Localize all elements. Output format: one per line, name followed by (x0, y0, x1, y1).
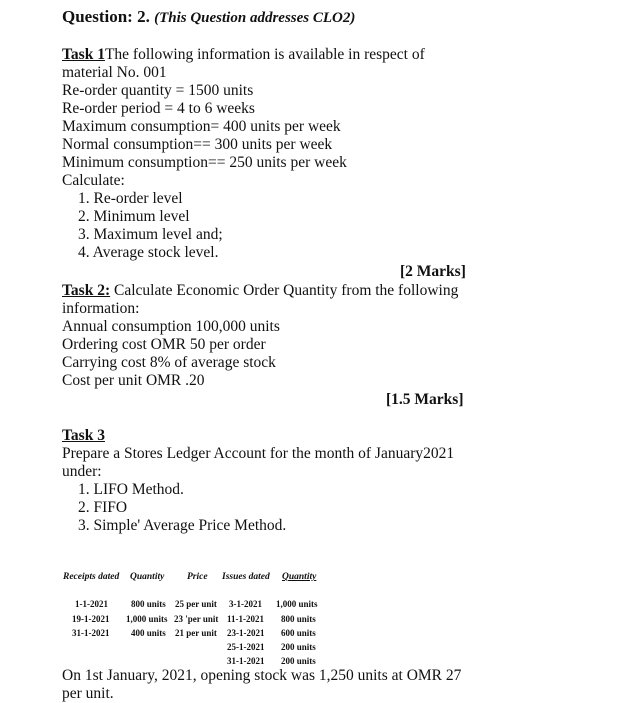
task1-intro-line (62, 46, 425, 64)
task2-fact: Annual consumption 100,000 units (62, 318, 280, 335)
receipt-date: 19-1-2021 (72, 614, 110, 624)
task2-fact: Carrying cost 8% of average stock (62, 354, 276, 371)
question-label: Question: 2. (62, 7, 150, 26)
task1-intro-cont: material No. 001 (62, 64, 167, 81)
task1-fact: Re-order quantity = 1500 units (62, 82, 254, 99)
table-header-receipts-dated: Receipts dated (63, 572, 120, 582)
task1-fact: Maximum consumption= 400 units per week (62, 118, 341, 135)
task3-intro: Prepare a Stores Ledger Account for the month of January2021 (62, 445, 455, 462)
task3-label: Task 3 (62, 427, 105, 444)
task1-fact: Normal consumption== 300 units per week (62, 136, 333, 153)
receipt-price: 23 'per unit (174, 614, 219, 624)
receipt-price: 21 per unit (175, 628, 217, 638)
task1-list-item: 1. Re-order level (78, 190, 183, 207)
task3-intro-cont: under: (62, 463, 102, 480)
task1-marks: [2 Marks] (400, 263, 466, 280)
task1-calculate-label: Calculate: (62, 172, 125, 189)
task1-fact: Re-order period = 4 to 6 weeks (62, 100, 255, 117)
task2-marks: [1.5 Marks] (386, 391, 464, 408)
task1-label: Task 1 (62, 46, 105, 63)
issue-quantity: 200 units (281, 656, 316, 666)
issue-date: 3-1-2021 (229, 599, 262, 609)
question-subtitle: (This Question addresses CLO2) (154, 10, 356, 26)
opening-stock-note-cont: per unit. (62, 685, 114, 702)
table-header-receipt-quantity: Quantity (130, 572, 165, 582)
task1-fact: Minimum consumption== 250 units per week (62, 154, 347, 171)
table-header-issue-quantity: Quantity (282, 572, 317, 582)
issue-date: 31-1-2021 (227, 656, 265, 666)
issue-quantity: 200 units (281, 642, 316, 652)
receipt-quantity: 1,000 units (126, 614, 168, 624)
task2-fact: Ordering cost OMR 50 per order (62, 336, 266, 353)
receipt-date: 31-1-2021 (72, 628, 110, 638)
task1-list-item: 3. Maximum level and; (78, 226, 223, 243)
issue-date: 11-1-2021 (227, 614, 264, 624)
task3-list-item: 2. FIFO (78, 499, 128, 516)
task2-fact: Cost per unit OMR .20 (62, 372, 205, 389)
issue-date: 25-1-2021 (227, 642, 265, 652)
task2-intro: Calculate Economic Order Quantity from the following (110, 282, 459, 299)
task3-list-item: 1. LIFO Method. (78, 481, 184, 498)
task3-heading (62, 427, 105, 445)
task3-list-item: 3. Simple' Average Price Method. (78, 517, 287, 534)
task2-intro-line (62, 282, 458, 300)
task1-intro: The following information is available in respect of (104, 46, 425, 63)
receipt-price: 25 per unit (175, 599, 217, 609)
question-heading (62, 8, 355, 27)
opening-stock-note: On 1st January, 2021, opening stock was 1,250 units at OMR 27 (62, 667, 462, 684)
issue-quantity: 600 units (281, 628, 316, 638)
receipt-date: 1-1-2021 (75, 599, 108, 609)
task2-label: Task 2: (62, 282, 111, 299)
task1-list-item: 2. Minimum level (78, 208, 190, 225)
table-header-price: Price (187, 572, 208, 582)
receipt-quantity: 800 units (131, 599, 166, 609)
table-header-issues-dated: Issues dated (222, 572, 270, 582)
issue-quantity: 1,000 units (276, 599, 318, 609)
task1-list-item: 4. Average stock level. (78, 244, 219, 261)
receipt-quantity: 400 units (131, 628, 166, 638)
issue-date: 23-1-2021 (227, 628, 265, 638)
task2-intro-cont: information: (62, 300, 140, 317)
issue-quantity: 800 units (281, 614, 316, 624)
